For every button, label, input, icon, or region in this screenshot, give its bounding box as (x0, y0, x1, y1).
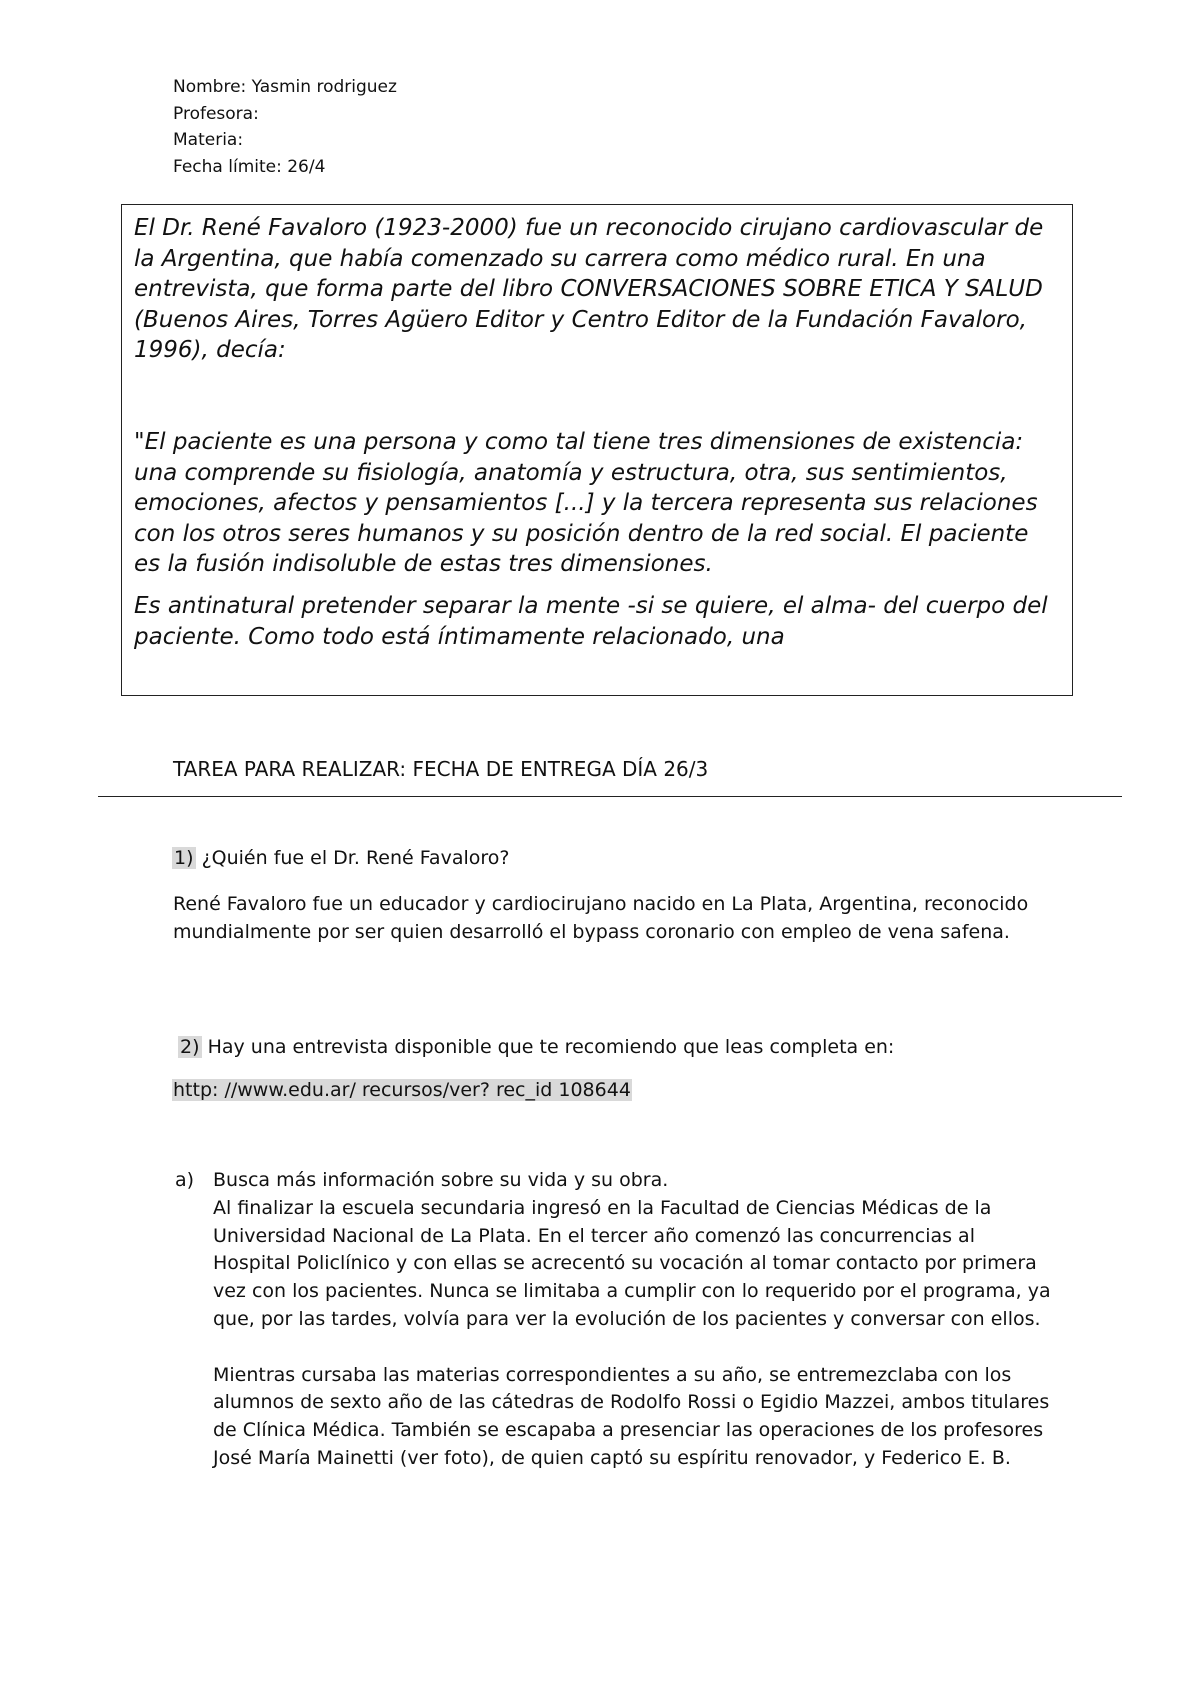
question-2-text: Hay una entrevista disponible que te recomiendo que leas completa en: (207, 1036, 895, 1058)
answer-1: René Favaloro fue un educador y cardiocirujano nacido en La Plata, Argentina, reconocido mundialmente por ser quien desarrolló el bypass coronario con empleo de vena safena. (173, 893, 1029, 943)
quote-box (121, 204, 1073, 696)
subject-field: Materia: (173, 130, 244, 150)
horizontal-divider (98, 796, 1122, 797)
student-name: Nombre: Yasmin rodriguez (173, 77, 397, 97)
list-item-a-prompt: Busca más información sobre su vida y su obra. (213, 1169, 669, 1191)
question-1 (172, 847, 509, 869)
list-item-a-body (213, 1167, 1055, 1473)
quote-intro: El Dr. René Favaloro (1923-2000) fue un reconocido cirujano cardiovascular de la Argentina, que había comenzado su carrera como médico rural. En una entrevista, que forma parte del libro CONVERSACIONES SOBRE ETICA Y SALUD (Buenos Aires, Torres Agüero Editor y Centro Editor de la Fundación Favaloro, 1996), decía: (134, 215, 1044, 364)
deadline-field: Fecha límite: 26/4 (173, 156, 326, 177)
task-heading: TAREA PARA REALIZAR: FECHA DE ENTREGA DÍA 26/3 (173, 757, 709, 781)
list-item-a-paragraph-2: Mientras cursaba las materias correspondientes a su año, se entremezclaba con los alumnos de sexto año de las cátedras de Rodolfo Rossi o Egidio Mazzei, ambos titulares de Clínica Médica. También se escapaba a presenciar las operaciones de los profesores José María Mainetti (ver foto), de quien captó su espíritu renovador, y Federico E. B. (213, 1363, 1050, 1469)
list-item-a-paragraph-1: Al finalizar la escuela secundaria ingresó en la Facultad de Ciencias Médicas de la Universidad Nacional de La Plata. En el tercer año comenzó las concurrencias al Hospital Policlínico y con ellas se acrecentó su vocación al tomar contacto por primera vez con los pacientes. Nunca se limitaba a cumplir con lo requerido por el programa, ya que, por las tardes, volvía para ver la evolución de los pacientes y conversar con ellos. (213, 1196, 1051, 1330)
list-item-a-marker: a) (175, 1169, 195, 1191)
teacher-field: Profesora: (173, 103, 259, 124)
question-1-text: ¿Quién fue el Dr. René Favaloro? (201, 847, 510, 869)
quote-paragraph-2: Es antinatural pretender separar la mente -si se quiere, el alma- del cuerpo del paciente. Como todo está íntimamente relacionado, una (134, 592, 1048, 650)
list-item-a (175, 1167, 1055, 1473)
question-2-number: 2) (180, 1036, 200, 1058)
student-header (173, 74, 397, 180)
interview-link[interactable]: http: //www.edu.ar/ recursos/ver? rec_id 108644 (173, 1079, 631, 1101)
quote-paragraph-1: "El paciente es una persona y como tal tiene tres dimensiones de existencia: una comprende su fisiología, anatomía y estructura, otra, sus sentimientos, emociones, afectos y pensamientos [...] y la tercera representa sus relaciones con los otros seres humanos y su posición dentro de la red social. El paciente es la fusión indisoluble de estas tres dimensiones. (134, 428, 1038, 578)
question-2 (178, 1036, 894, 1058)
quote-content (134, 213, 1054, 652)
question-1-number: 1) (174, 847, 194, 869)
